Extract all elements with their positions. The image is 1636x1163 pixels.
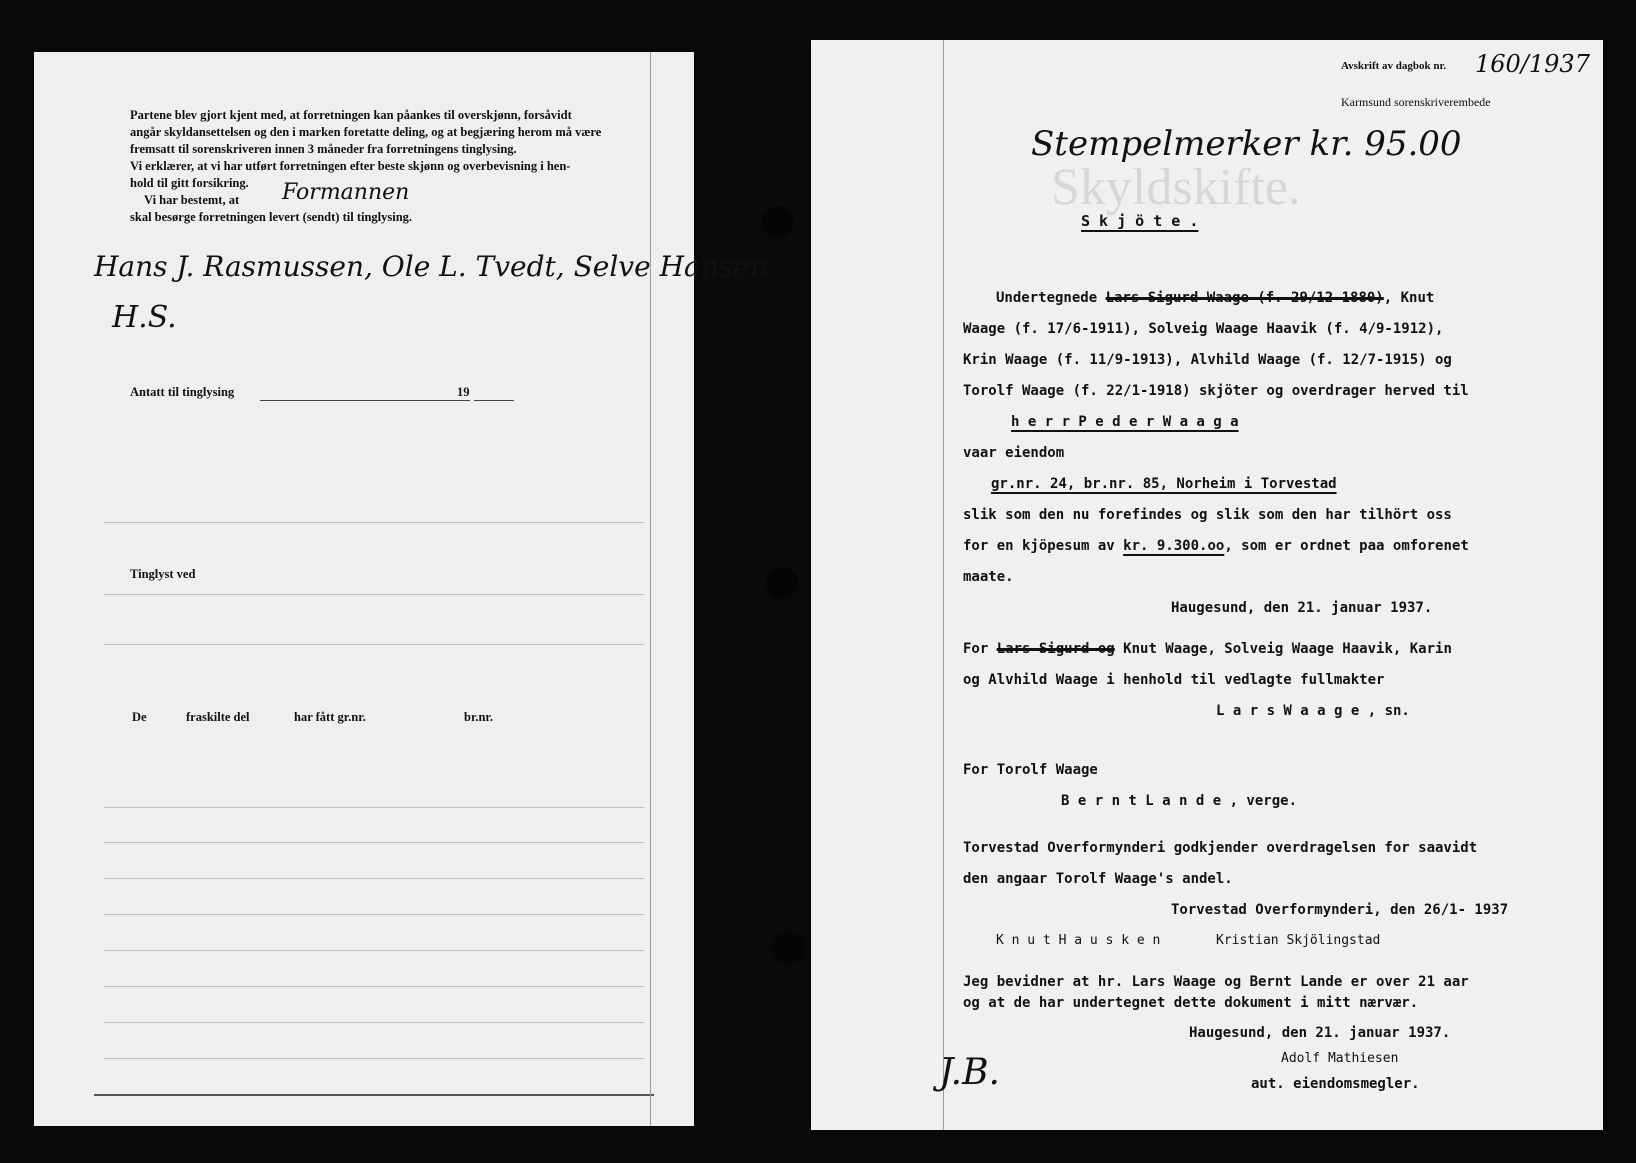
property: gr.nr. 24, br.nr. 85, Norheim i Torvestad (991, 476, 1337, 492)
binding-hole (772, 932, 804, 964)
slik-line: slik som den nu forefindes og slik som den har tilhört oss (963, 507, 1452, 523)
header-embede: Karmsund sorenskriverembede (1341, 95, 1491, 109)
form-line (104, 878, 644, 879)
signer-bernt-lande: B e r n t L a n d e , verge. (1061, 793, 1298, 809)
for-line-2: og Alvhild Waage i henhold til vedlagte fullmakter (963, 672, 1385, 688)
margin-rule (650, 52, 651, 1126)
formannen-handwritten: Formannen (282, 180, 410, 205)
stamp-handwritten: Stempelmerker kr. 95.00 (1031, 124, 1462, 164)
maate: maate. (963, 569, 1014, 585)
ghost-title: Skyldskifte. (1051, 159, 1301, 216)
signer-title: aut. eiendomsmegler. (1251, 1076, 1420, 1092)
fraskilte-de: De (132, 710, 147, 724)
initials-handwritten: H.S. (112, 300, 177, 335)
binding-hole (762, 206, 794, 238)
tinglyst-label: Tinglyst ved (130, 567, 196, 581)
signer-adolf-mathiesen: Adolf Mathiesen (1281, 1051, 1399, 1066)
signer-lars-waage: L a r s W a a g e , sn. (1216, 703, 1410, 719)
form-line (104, 594, 644, 595)
form-line (104, 914, 644, 915)
price-line: for en kjöpesum av kr. 9.300.oo, som er ordnet paa omforenet (963, 538, 1469, 554)
signer-kristian-skjolingstad: Kristian Skjölingstad (1216, 933, 1381, 948)
body-line-4: Torolf Waage (f. 22/1-1918) skjöter og overdrager herved til (963, 383, 1469, 399)
witness-line-2: og at de har undertegnet dette dokument i mitt nærvær. (963, 995, 1419, 1011)
har-fatt-grnr: har fått gr.nr. (294, 710, 366, 724)
header-number-handwritten: 160/1937 (1475, 50, 1590, 78)
place-date-2: Haugesund, den 21. januar 1937. (1189, 1025, 1451, 1041)
paragraph-3-prefix: Vi har bestemt, at (144, 193, 240, 207)
paragraph-2-line-1: Vi erklærer, at vi har utført forretningen efter beste skjønn og overbevisning i hen- (130, 159, 571, 173)
right-page (811, 40, 1603, 1130)
antatt-label: Antatt til tinglysing (130, 385, 235, 399)
form-line (104, 807, 644, 808)
paragraph-1-line-2: angår skyldansettelsen og den i marken foretatte deling, og at begjæring herom må være (130, 125, 602, 139)
signer-knut-hausken: K n u t H a u s k e n (996, 933, 1161, 948)
overformynderi-date: Torvestad Overformynderi, den 26/1- 1937 (1171, 902, 1509, 918)
signatures-handwritten: Hans J. Rasmussen, Ole L. Tvedt, Selve Hansen (94, 250, 768, 283)
paragraph-3-line-2: skal besørge forretningen levert (sendt) til tinglysing. (130, 210, 413, 224)
initials-handwritten: J.B. (939, 1052, 1000, 1093)
form-line (104, 950, 644, 951)
form-line (104, 644, 644, 645)
form-line (104, 1058, 644, 1059)
form-line (104, 986, 644, 987)
document-title: S k j ö t e . (1081, 212, 1199, 230)
antatt-year-line (474, 400, 514, 401)
paragraph-2-line-2: hold til gitt forsikring. (130, 176, 249, 190)
bottom-rule (94, 1094, 654, 1096)
form-line (104, 522, 644, 523)
paragraph-1-line-3: fremsatt til sorenskriveren innen 3 måneder fra forretningens tinglysing. (130, 142, 517, 156)
for-torolf: For Torolf Waage (963, 762, 1098, 778)
body-line-2: Waage (f. 17/6-1911), Solveig Waage Haavik (f. 4/9-1912), (963, 321, 1444, 337)
overformynderi-line-1: Torvestad Overformynderi godkjender overdragelsen for saavidt (963, 840, 1478, 856)
fraskilte-del: fraskilte del (186, 710, 250, 724)
left-page (34, 52, 768, 1126)
overformynderi-line-2: den angaar Torolf Waage's andel. (963, 871, 1233, 887)
vaar-eiendom: vaar eiendom (963, 445, 1065, 461)
form-line (104, 842, 644, 843)
paragraph-1-line-1: Partene blev gjort kjent med, at forretningen kan påankes til overskjønn, forsåvidt (130, 108, 572, 122)
binding-hole (766, 567, 798, 599)
antatt-line (260, 400, 470, 401)
brnr: br.nr. (464, 710, 493, 724)
body-line-3: Krin Waage (f. 11/9-1913), Alvhild Waage (f. 12/7-1915) og (963, 352, 1452, 368)
antatt-year: 19 (457, 385, 470, 399)
witness-line-1: Jeg bevidner at hr. Lars Waage og Bernt Lande er over 21 aar (963, 974, 1469, 990)
body-line-1: Undertegnede Lars Sigurd Waage (f. 29/12-1880), Knut (996, 290, 1435, 306)
place-date-1: Haugesund, den 21. januar 1937. (1171, 600, 1433, 616)
grantee: h e r r P e d e r W a a g a (1011, 414, 1239, 430)
margin-rule (943, 40, 944, 1130)
for-line-1: For Lars Sigurd og Knut Waage, Solveig Waage Haavik, Karin (963, 641, 1452, 657)
form-line (104, 1022, 644, 1023)
header-avskrift: Avskrift av dagbok nr. (1341, 60, 1447, 72)
